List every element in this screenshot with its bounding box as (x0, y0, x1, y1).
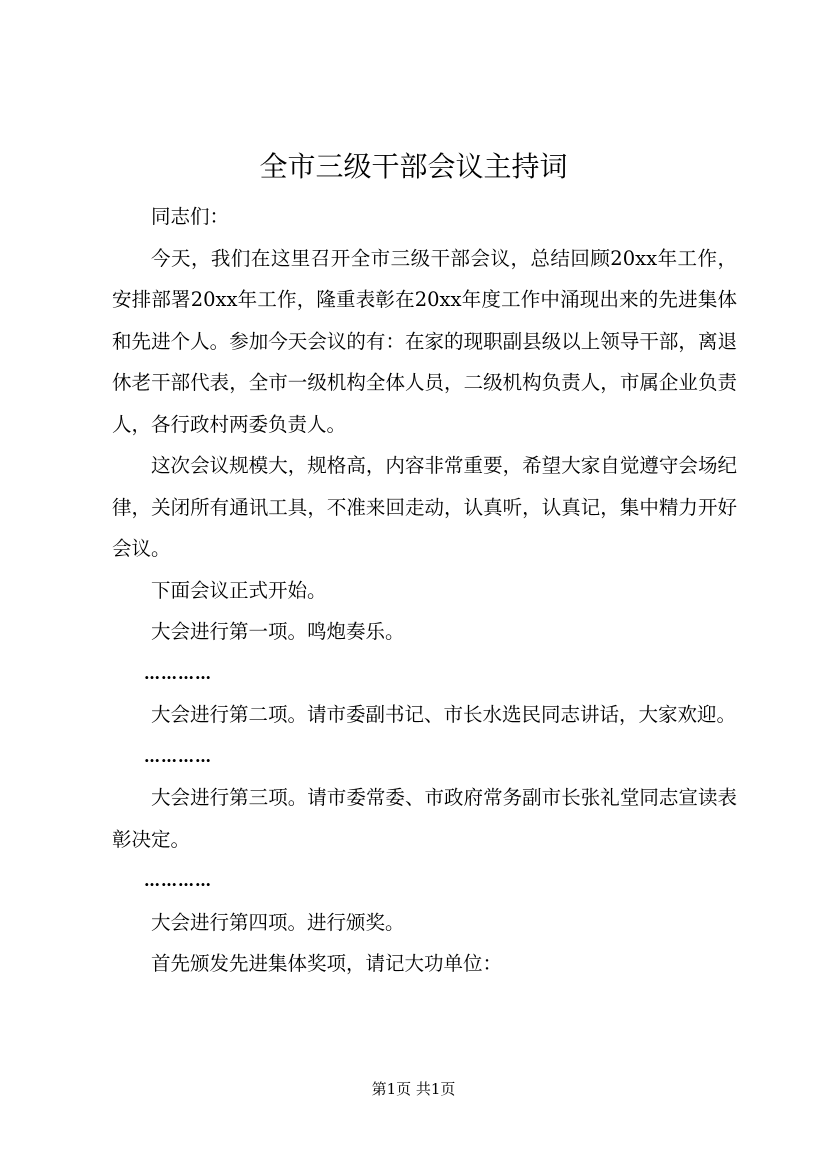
paragraph-start: 下面会议正式开始。 (151, 578, 327, 602)
salutation: 同志们： (151, 205, 230, 228)
agenda-item-2: 大会进行第二项。请市委副书记、市长水选民同志讲话，大家欢迎。 (151, 703, 737, 726)
agenda-item-3: 大会进行第三项。请市委常委、市政府常务副市长张礼堂同志宣读表彰决定。 (112, 786, 737, 851)
agenda-item-4: 大会进行第四项。进行颁奖。 (151, 910, 405, 934)
ellipsis-separator: ………… (144, 871, 212, 890)
paragraph-opening: 今天，我们在这里召开全市三级干部会议，总结回顾20xx年工作，安排部署20xx年工作，隆重表彰在20xx年度工作中涌现出来的先进集体和先进个人。参加今天会议的有：在家的现职副县级以上领导干部，离退休老干部代表，全市一级机构全体人员，二级机构负责人，市属企业负责人，各行政村两委负责人。 (112, 246, 737, 436)
award-intro: 首先颁发先进集体奖项，请记大功单位： (151, 952, 503, 975)
agenda-item-1: 大会进行第一项。鸣炮奏乐。 (151, 620, 405, 643)
ellipsis-separator: ………… (144, 746, 212, 766)
ellipsis-separator: ………… (144, 663, 212, 683)
page-footer: 第1页 共1页 (371, 1080, 456, 1098)
document-body (112, 196, 737, 985)
paragraph-discipline: 这次会议规模大，规格高，内容非常重要，希望大家自觉遵守会场纪律，关闭所有通讯工具，不准来回走动，认真听，认真记，集中精力开好会议。 (112, 454, 737, 560)
document-title: 全市三级干部会议主持词 (259, 150, 568, 183)
